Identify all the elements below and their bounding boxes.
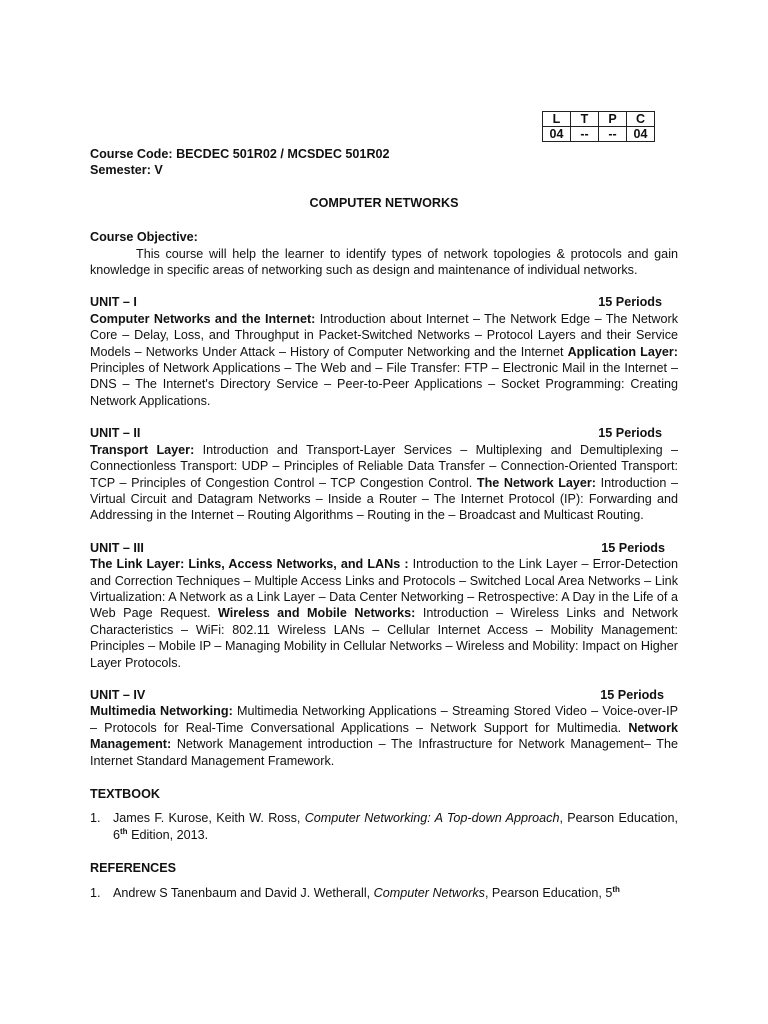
unit-2-topic-2: The Network Layer: (476, 475, 596, 490)
ltpc-value-row (543, 127, 655, 142)
ltpc-value-p: -- (599, 127, 627, 142)
ltpc-value-c: 04 (627, 127, 655, 142)
textbook-authors: James F. Kurose, Keith W. Ross, (113, 811, 305, 826)
objective-text: This course will help the learner to identify types of network topologies & protocols and gain knowledge in specific areas of networking such as design and maintenance of individual networks. (90, 246, 678, 278)
unit-3-topic-2: Wireless and Mobile Networks: (217, 606, 416, 621)
unit-3 (90, 540, 678, 671)
textbook-publisher: , Pearson Education, 6 (113, 811, 678, 842)
unit-3-body (90, 556, 678, 671)
unit-1-text-1: Introduction about Internet – The Network Edge – The Network Core – Delay, Loss, and Throughput in Packet-Switched Networks – Protocol Layers and their Service Models – Networks Under Attack – History of Computer Networking and the Internet (90, 311, 679, 359)
reference-authors: Andrew S Tanenbaum and David J. Wetherall, (113, 885, 374, 900)
textbook-edition-suffix: th (120, 826, 128, 836)
unit-2-text-1: Introduction and Transport-Layer Services – Multiplexing and Demultiplexing – Connectionless Transport: UDP – Principles of Reliable Data Transfer – Connection-Oriented Transport: TCP – Principles of Congestion Control – TCP Congestion Control. (90, 442, 678, 490)
unit-1-topic-2: Application Layer: (567, 344, 678, 359)
references-heading: REFERENCES (90, 861, 177, 876)
reference-edition-suffix: th (612, 884, 620, 894)
unit-2-topic-1: Transport Layer: (90, 442, 195, 457)
unit-3-text-2: Introduction – Wireless Links and Network Characteristics – WiFi: 802.11 Wireless LANs – Cellular Internet Access – Mobility Management: Principles – Mobile IP – Managing Mobility in Cellular Networks – Wireless and Mobility: Impact on Higher Layer Protocols. (90, 606, 679, 670)
unit-1-body (90, 311, 678, 409)
unit-4-text-1: Multimedia Networking Applications – Streaming Stored Video – Voice-over-IP – Protocols for Real-Time Conversational Applications – Network Support for Multimedia. (90, 704, 678, 735)
unit-3-topic-1: The Link Layer: Links, Access Networks, and LANs : (90, 557, 409, 572)
ltpc-header-p: P (599, 112, 627, 127)
unit-4-periods: 15 Periods (600, 687, 664, 702)
unit-2-header (90, 425, 678, 441)
unit-1-periods: 15 Periods (598, 295, 662, 310)
reference-item (90, 885, 678, 901)
textbook-item-text (113, 810, 678, 843)
textbook-title: Computer Networking: A Top-down Approach (304, 811, 560, 826)
ltpc-header-row (543, 112, 655, 127)
unit-2-name: UNIT – II (90, 426, 141, 441)
unit-4-topic-1: Multimedia Networking: (90, 704, 233, 719)
unit-1-topic-1: Computer Networks and the Internet: (90, 311, 316, 326)
unit-2-body (90, 442, 678, 524)
ltpc-header-l: L (543, 112, 571, 127)
textbook-list (90, 810, 678, 843)
unit-3-header (90, 540, 678, 556)
references-list (90, 885, 678, 901)
reference-title: Computer Networks (373, 885, 485, 900)
unit-2-periods: 15 Periods (598, 426, 662, 441)
course-code: Course Code: BECDEC 501R02 / MCSDEC 501R02 (90, 147, 390, 161)
unit-4-text-2: Network Management introduction – The Infrastructure for Network Management– The Internet Standard Management Framework. (90, 737, 678, 768)
unit-3-name: UNIT – III (90, 540, 144, 555)
unit-2 (90, 425, 678, 523)
syllabus-content (90, 146, 678, 901)
textbook-item-number: 1. (90, 811, 101, 826)
unit-3-periods: 15 Periods (601, 540, 665, 555)
reference-publisher: , Pearson Education, 5 (484, 885, 613, 900)
unit-2-text-2: Introduction – Virtual Circuit and Datagram Networks – Inside a Router – The Internet Protocol (IP): Forwarding and Addressing in the Internet – Routing Algorithms – Routing in the – Broadcast and Multicast Routing. (90, 475, 679, 523)
unit-4-name: UNIT – IV (90, 687, 146, 702)
unit-4 (90, 687, 678, 769)
unit-4-topic-2: Network Management: (90, 720, 678, 752)
unit-1-text-2: Principles of Network Applications – The Web and – File Transfer: FTP – Electronic Mail in the Internet – DNS – The Internet's Directory Service – Peer-to-Peer Applications – Socket Programming: Creating Network Applications. (90, 361, 678, 408)
ltpc-value-t: -- (571, 127, 599, 142)
textbook-heading: TEXTBOOK (90, 787, 160, 801)
semester: Semester: V (90, 163, 163, 178)
textbook-edition-rest: Edition, 2013. (127, 827, 209, 842)
unit-1-name: UNIT – I (90, 295, 137, 310)
unit-4-header (90, 687, 678, 703)
ltpc-value-l: 04 (543, 127, 571, 142)
unit-4-body (90, 703, 678, 769)
objective-heading: Course Objective: (90, 230, 198, 245)
reference-item-number: 1. (90, 885, 101, 900)
reference-item-text (113, 885, 620, 901)
ltpc-header-t: T (571, 112, 599, 127)
course-title: COMPUTER NETWORKS (309, 195, 459, 210)
textbook-item (90, 810, 678, 843)
ltpc-header-c: C (627, 112, 655, 127)
ltpc-table (542, 111, 655, 142)
unit-1-header (90, 294, 678, 310)
unit-1 (90, 294, 678, 409)
unit-3-text-1: Introduction to the Link Layer – Error-Detection and Correction Techniques – Multiple Access Links and Protocols – Switched Local Area Networks – Link Virtualization: A Network as a Link Layer – Data Center Networking – Retrospective: A Day in the Life of a Web Page Request. (90, 557, 678, 621)
